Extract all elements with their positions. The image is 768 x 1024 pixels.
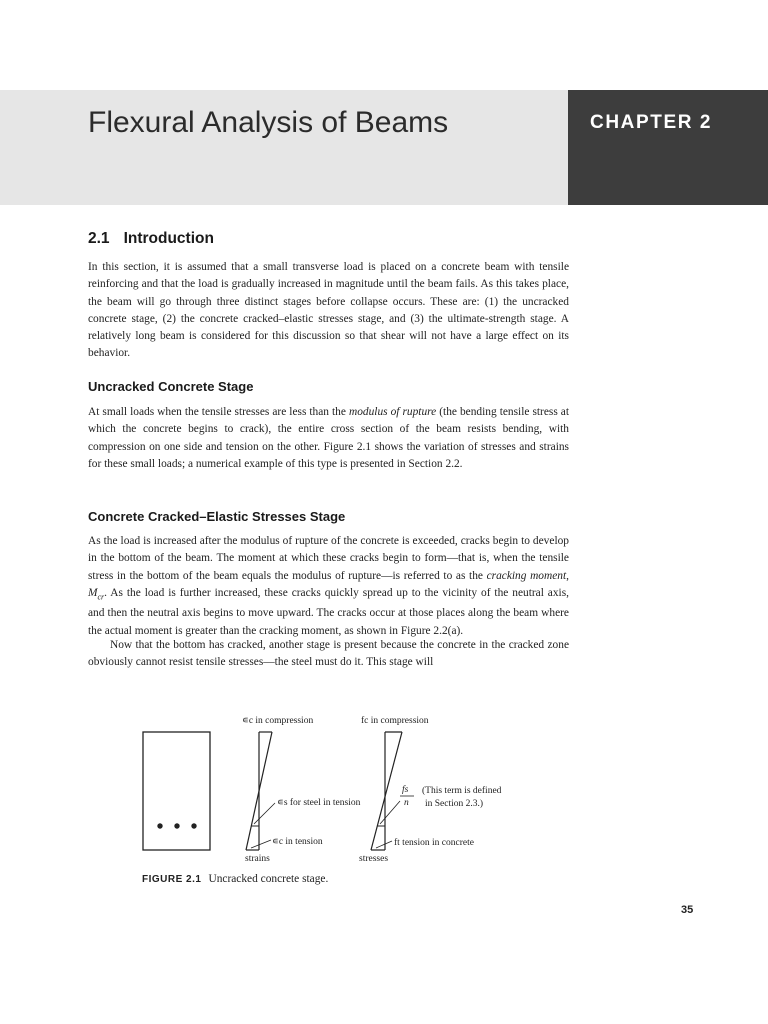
- term-modulus-of-rupture: modulus of rupture: [348, 406, 437, 418]
- label-stresses: stresses: [359, 854, 389, 864]
- label-n: n: [404, 798, 409, 808]
- label-strain-tension: ∊c in tension: [272, 837, 323, 847]
- label-strain-compression: ∊c in compression: [242, 716, 314, 726]
- label-fs: fs: [402, 785, 409, 795]
- intro-paragraph: In this section, it is assumed that a small transverse load is placed on a concrete beam with tensile reinforcing and that the load is gradually increased in magnitude until the beam fails. As this takes place, the beam will go through three distinct stages before collapse occurs. These are: (1) the uncracked concrete stage, (2) the concrete cracked–elastic stresses stage, and (3) the ultimate-strength stage. A relatively long beam is considered for this discussion so that shear will not have a large effect on its behavior.: [88, 261, 569, 360]
- uncracked-heading: Uncracked Concrete Stage: [88, 379, 254, 394]
- chapter-label: CHAPTER 2: [590, 112, 713, 133]
- leader-steel-strain: [254, 803, 275, 824]
- leader-strain-tension: [251, 840, 271, 848]
- label-strain-steel: ∊s for steel in tension: [277, 798, 361, 808]
- label-stress-compression: fc in compression: [361, 716, 429, 726]
- uncracked-paragraph: At small loads when the tensile stresses are less than the modulus of rupture (the bending tensile stress at which the concrete begins to crack), the entire cross section of the beam resists bending, with compression on one side and tension on the other. Figure 2.1 shows the variation of stresses and strains for these small loads; a numerical example of this type is presented in Section 2.2.: [88, 406, 569, 470]
- section-heading: [88, 230, 214, 248]
- rebar-dot: [174, 823, 179, 828]
- section-number: 2.1: [88, 230, 110, 247]
- figure-caption-text: Uncracked concrete stage.: [208, 873, 329, 885]
- chapter-title: Flexural Analysis of Beams: [88, 106, 449, 139]
- term-cracking-moment: cracking moment: [486, 569, 567, 582]
- rebar-dot: [191, 823, 196, 828]
- cracked-paragraph-2: Now that the bottom has cracked, another stage is present because the concrete in the cracked zone obviously cannot resist tensile stresses—the steel must do it. This stage will: [88, 639, 569, 669]
- rebar-dot: [157, 823, 162, 828]
- beam-cross-section: [143, 732, 210, 850]
- chapter-label-box: [568, 90, 768, 205]
- label-stress-tension: ft tension in concrete: [394, 838, 474, 848]
- cracked-paragraph-1: As the load is increased after the modulus of rupture of the concrete is exceeded, cracks begin to develop in the bottom of the beam. The moment at which these cracks begin to form—that is, when the tensile stress in the bottom of the beam equals the modulus of rupture—is referred to as the cracking moment, $M_{cr}$. As the load is further increased, these cracks quickly spread up to the vicinity of the neutral axis, and then the neutral axis begins to move upward. The cracks occur at those places along the beam where the actual moment is greater than the cracking moment, as shown in Figure 2.2(a).: [88, 535, 570, 637]
- stress-diagonal: [371, 732, 402, 850]
- page-number: 35: [681, 904, 694, 916]
- section-title: Introduction: [123, 230, 214, 247]
- cracked-heading: Concrete Cracked–Elastic Stresses Stage: [88, 509, 346, 524]
- label-term-defined-1: (This term is defined: [422, 786, 502, 796]
- label-term-defined-2: in Section 2.3.): [425, 799, 484, 809]
- label-strains: strains: [245, 854, 270, 864]
- figure-caption: [142, 873, 328, 885]
- figure-uncracked-stage: [88, 705, 588, 895]
- leader-stress-tension: [376, 841, 392, 848]
- figure-number: FIGURE 2.1: [142, 874, 202, 885]
